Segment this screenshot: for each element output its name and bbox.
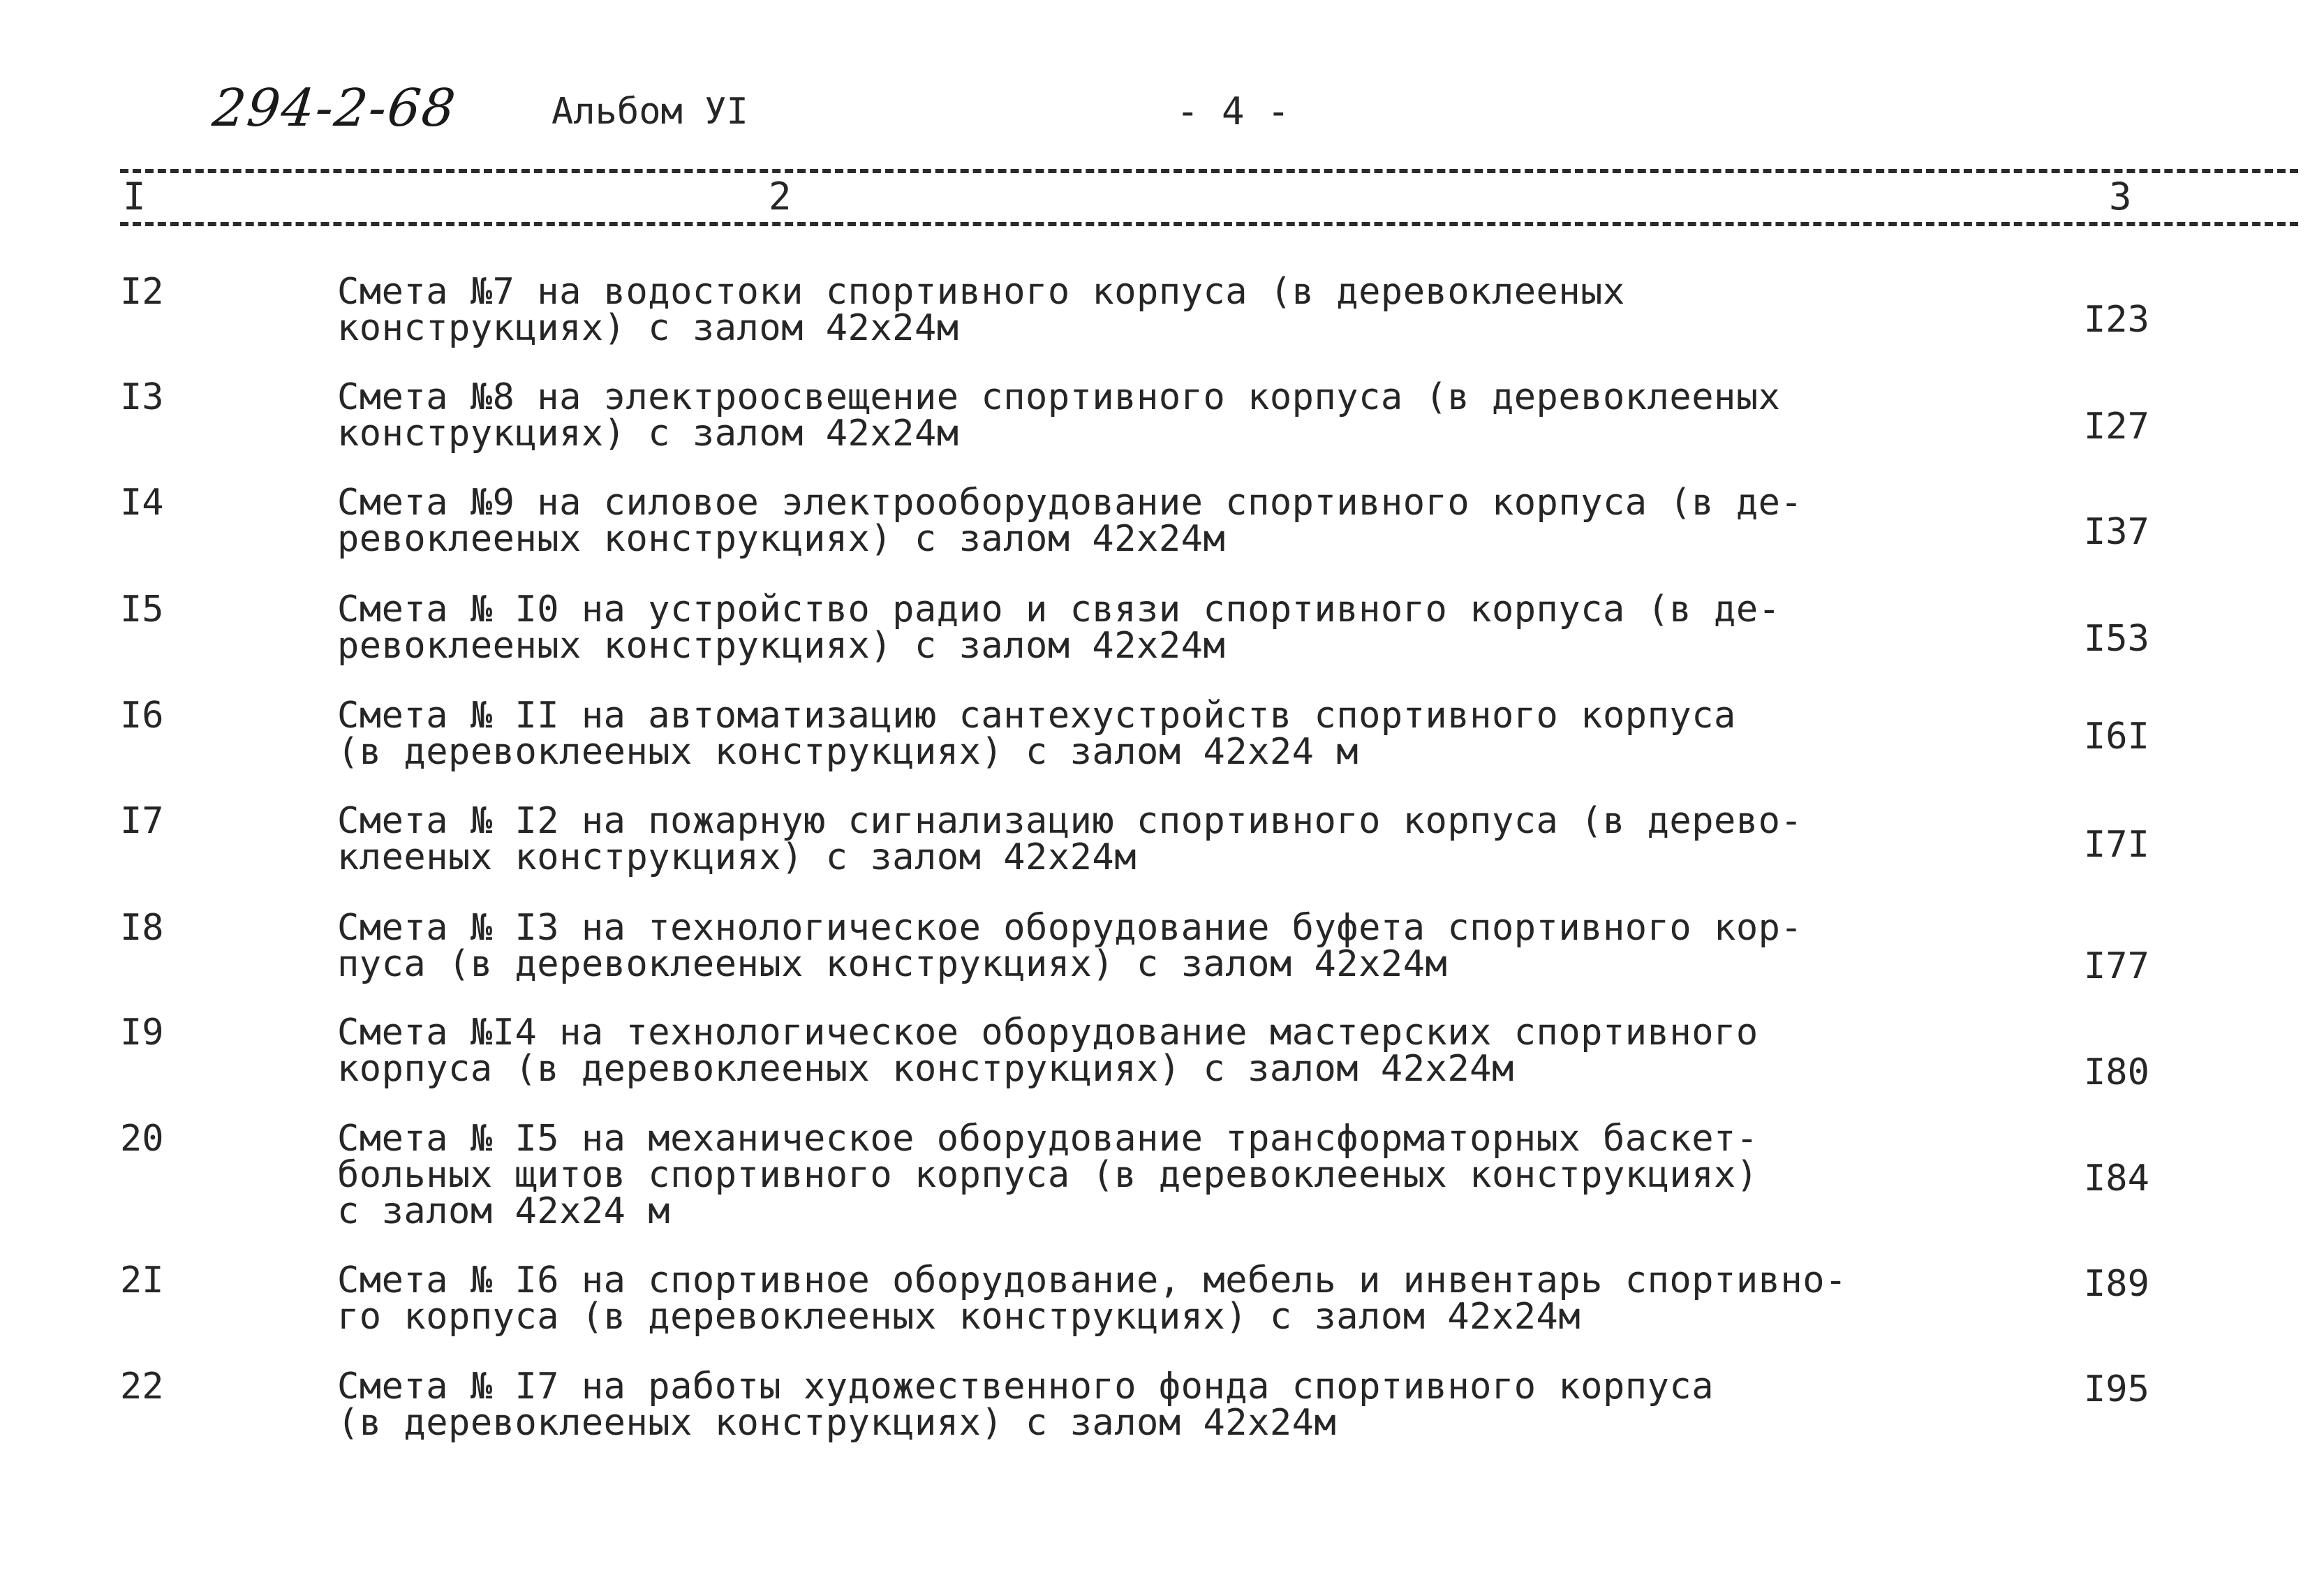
row-title: [337, 589, 1873, 667]
row-title-line: ревоклееных конструкциях) с залом 42х24м: [337, 625, 1226, 667]
row-title-line: Смета № I7 на работы художественного фонда спортивного корпуса: [337, 1366, 1715, 1407]
row-title: [337, 695, 1873, 773]
row-number: 2I: [120, 1259, 164, 1301]
row-title-line: Смета № I3 на технологическое оборудование буфета спортивного кор-: [337, 907, 1803, 949]
row-page: I80: [2084, 1051, 2149, 1093]
row-title-line: Смета №7 на водостоки спортивного корпуса (в деревоклееных: [337, 271, 1625, 313]
row-title-line: конструкциях) с залом 42х24м: [337, 413, 959, 455]
row-number: I8: [120, 907, 164, 949]
row-title-line: Смета № I2 на пожарную сигнализацию спортивного корпуса (в дерево-: [337, 800, 1803, 842]
row-title-line: клееных конструкциях) с залом 42х24м: [337, 836, 1137, 878]
row-title-line: Смета №I4 на технологическое оборудование мастерских спортивного: [337, 1012, 1759, 1054]
row-title-line: Смета № II на автоматизацию сантехустройств спортивного корпуса: [337, 695, 1736, 737]
row-title: [337, 1366, 1873, 1444]
row-page: I37: [2084, 511, 2149, 553]
row-number: I9: [120, 1012, 164, 1054]
row-title: [337, 907, 1873, 985]
row-page: I23: [2084, 299, 2149, 341]
row-title: [337, 482, 1873, 560]
row-title-line: конструкциях) с залом 42х24м: [337, 307, 959, 349]
row-number: I6: [120, 695, 164, 737]
row-title: [337, 271, 1873, 349]
row-title-line: Смета № I6 на спортивное оборудование, мебель и инвентарь спортивно-: [337, 1259, 1847, 1301]
row-number: 22: [120, 1366, 164, 1407]
row-number: I2: [120, 271, 164, 313]
album-label: Альбом УI: [551, 91, 748, 133]
row-title: [337, 1259, 1873, 1338]
row-title-line: Смета №9 на силовое электрооборудование спортивного корпуса (в де-: [337, 482, 1803, 524]
row-title-line: ревоклееных конструкциях) с залом 42х24м: [337, 518, 1226, 560]
row-number: I4: [120, 482, 164, 524]
row-title-line: Смета № I0 на устройство радио и связи спортивного корпуса (в де-: [337, 589, 1781, 630]
column-header-page: 3: [2105, 175, 2136, 219]
handwritten-document-code: 294-2-68: [209, 78, 460, 138]
row-number: 20: [120, 1118, 164, 1160]
row-page: I77: [2084, 945, 2149, 987]
column-header-number: I: [119, 175, 150, 219]
row-title-line: пуса (в деревоклееных конструкциях) с залом 42х24м: [337, 943, 1448, 985]
row-title-line: корпуса (в деревоклееных конструкциях) с залом 42х24м: [337, 1048, 1514, 1090]
row-page: I53: [2084, 618, 2149, 660]
row-page: I6I: [2084, 716, 2149, 758]
row-title-line: (в деревоклееных конструкциях) с залом 42х24 м: [337, 731, 1359, 773]
page-number: - 4 -: [1176, 89, 1290, 133]
row-number: I5: [120, 589, 164, 630]
row-page: I7I: [2084, 824, 2149, 866]
row-page: I89: [2084, 1263, 2149, 1305]
row-title-line: Смета №8 на электроосвещение спортивного корпуса (в деревоклееных: [337, 376, 1781, 418]
row-page: I84: [2084, 1158, 2149, 1199]
row-title: [337, 1012, 1873, 1090]
header-rule-top: [120, 169, 2298, 173]
row-title-line: больных щитов спортивного корпуса (в деревоклееных конструкциях): [337, 1154, 1759, 1196]
row-title-line: с залом 42х24 м: [337, 1190, 671, 1232]
row-title-line: го корпуса (в деревоклееных конструкциях) с залом 42х24м: [337, 1296, 1581, 1338]
row-title-line: (в деревоклееных конструкциях) с залом 42х24м: [337, 1402, 1337, 1444]
row-page: I95: [2084, 1368, 2149, 1410]
row-title: [337, 800, 1873, 878]
row-number: I3: [120, 376, 164, 418]
row-title: [337, 376, 1873, 455]
header-rule-bottom: [120, 222, 2298, 226]
row-page: I27: [2084, 406, 2149, 448]
row-title: [337, 1118, 1873, 1232]
column-header-title: 2: [764, 175, 796, 219]
row-number: I7: [120, 800, 164, 842]
row-title-line: Смета № I5 на механическое оборудование трансформаторных баскет-: [337, 1118, 1759, 1160]
